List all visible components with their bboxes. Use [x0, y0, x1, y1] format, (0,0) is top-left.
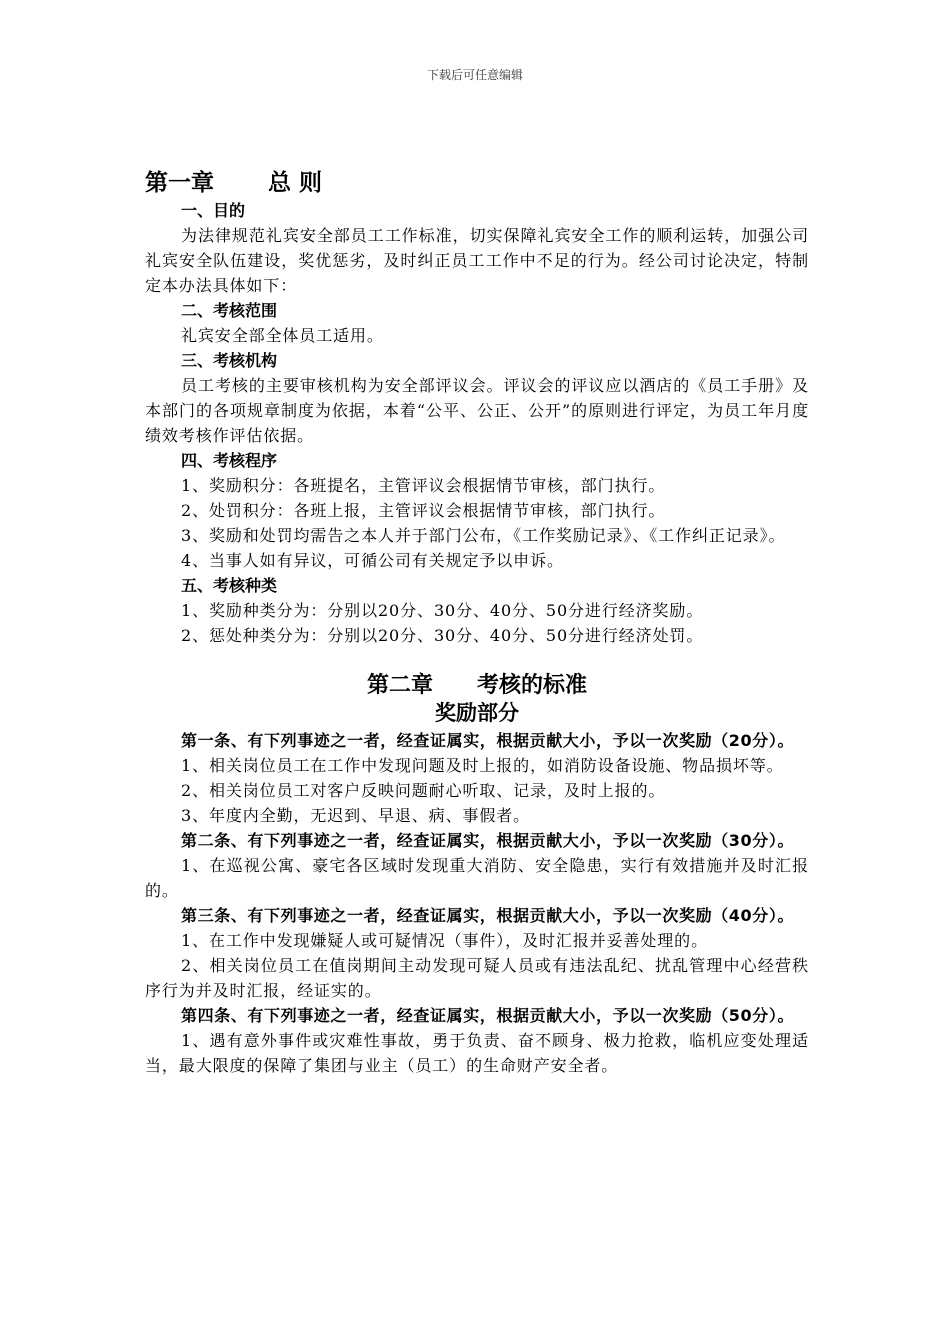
chapter-2-subtitle: 奖励部分 — [435, 701, 519, 725]
section-heading: 二、考核范围 — [181, 301, 278, 320]
list-item: 3、奖励和处罚均需告之本人并于部门公布，《工作奖励记录》、《工作纠正记录》。 — [181, 526, 786, 545]
article-heading: 第二条、有下列事迹之一者，经查证属实，根据贡献大小，予以一次奖励（30分）。 — [181, 831, 795, 850]
list-item: 2、处罚积分：各班上报，主管评议会根据情节审核，部门执行。 — [181, 501, 666, 520]
paragraph: 为法律规范礼宾安全部员工工作标准，切实保障礼宾安全工作的顺利运转，加强公司礼宾安全队伍建设，奖优惩劣，及时纠正员工工作中不足的行为。经公司讨论决定，特制定本办法具体如下： — [145, 226, 809, 295]
list-item: 2、惩处种类分为：分别以20分、30分、40分、50分进行经济处罚。 — [181, 626, 704, 645]
article-heading: 第一条、有下列事迹之一者，经查证属实，根据贡献大小，予以一次奖励（20分）。 — [181, 731, 795, 750]
paragraph: 员工考核的主要审核机构为安全部评议会。评议会的评议应以酒店的《员工手册》及本部门的各项规章制度为依据，本着“公平、公正、公开”的原则进行评定，为员工年月度绩效考核作评估依据。 — [145, 376, 809, 445]
article-heading: 第三条、有下列事迹之一者，经查证属实，根据贡献大小，予以一次奖励（40分）。 — [181, 906, 795, 925]
list-item: 1、在巡视公寓、豪宅各区域时发现重大消防、安全隐患，实行有效措施并及时汇报的。 — [145, 856, 809, 900]
section-heading: 五、考核种类 — [181, 576, 278, 595]
list-item: 1、奖励积分：各班提名，主管评议会根据情节审核，部门执行。 — [181, 476, 666, 495]
paragraph: 礼宾安全部全体员工适用。 — [181, 326, 384, 345]
page-header: 下载后可任意编辑 — [426, 68, 523, 82]
section-heading: 一、目的 — [181, 201, 246, 220]
list-item: 3、年度内全勤，无迟到、早退、病、事假者。 — [181, 806, 531, 825]
list-item: 2、相关岗位员工对客户反映问题耐心听取、记录，及时上报的。 — [181, 781, 666, 800]
chapter-2-title: 第二章 考核的标准 — [366, 673, 587, 698]
list-item: 1、在工作中发现嫌疑人或可疑情况（事件），及时汇报并妥善处理的。 — [181, 931, 708, 950]
chapter-1-title: 第一章 总 则 — [145, 170, 323, 196]
list-item: 1、相关岗位员工在工作中发现问题及时上报的，如消防设备设施、物品损坏等。 — [181, 756, 784, 775]
document-body — [145, 168, 809, 1078]
list-item: 1、遇有意外事件或灾难性事故，勇于负责、奋不顾身、极力抢救，临机应变处理适当，最大限度的保障了集团与业主（员工）的生命财产安全者。 — [145, 1031, 809, 1075]
list-item: 2、相关岗位员工在值岗期间主动发现可疑人员或有违法乱纪、扰乱管理中心经营秩序行为并及时汇报，经证实的。 — [145, 956, 809, 1000]
article-heading: 第四条、有下列事迹之一者，经查证属实，根据贡献大小，予以一次奖励（50分）。 — [181, 1006, 795, 1025]
section-heading: 三、考核机构 — [181, 351, 278, 370]
list-item: 4、当事人如有异议，可循公司有关规定予以申诉。 — [181, 551, 564, 570]
section-heading: 四、考核程序 — [181, 451, 278, 470]
list-item: 1、奖励种类分为：分别以20分、30分、40分、50分进行经济奖励。 — [181, 601, 704, 620]
